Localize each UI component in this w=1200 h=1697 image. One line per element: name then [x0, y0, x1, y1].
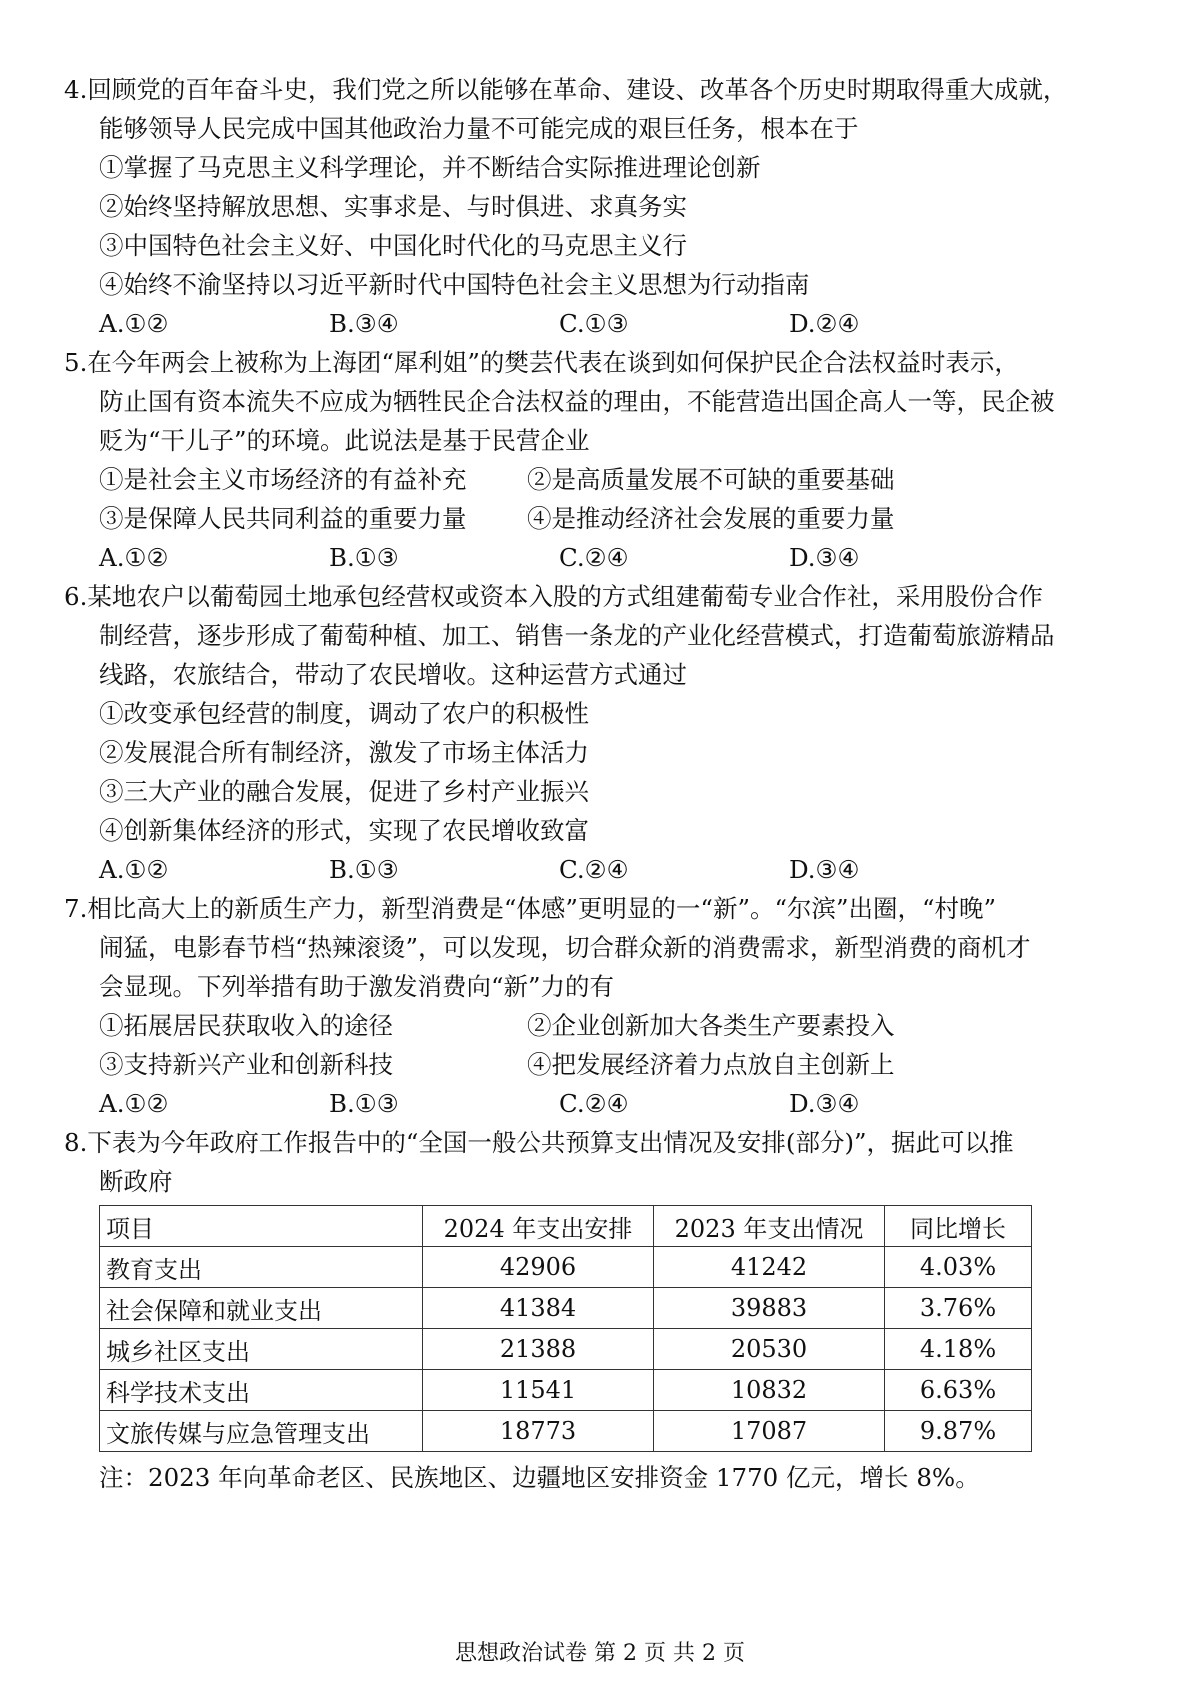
question-stem-line: 线路，农旅结合，带动了农民增收。这种运营方式通过	[99, 660, 687, 689]
table-row	[100, 1288, 1032, 1329]
option-statement: ③三大产业的融合发展，促进了乡村产业振兴	[99, 777, 589, 806]
answer-choices	[64, 304, 1144, 343]
table-cell: 6.63%	[885, 1370, 1032, 1411]
choice-b: B.①③	[329, 1089, 399, 1118]
choice-c: C.②④	[559, 855, 629, 884]
table-header-row	[100, 1206, 1032, 1247]
choice-a: A.①②	[99, 543, 169, 572]
option-row	[64, 460, 1144, 499]
table-cell: 21388	[423, 1329, 654, 1370]
option-statement: ②始终坚持解放思想、实事求是、与时俱进、求真务实	[99, 192, 687, 221]
table-cell: 39883	[654, 1288, 885, 1329]
table-cell: 社会保障和就业支出	[100, 1288, 423, 1329]
option-statement: ①是社会主义市场经济的有益补充	[99, 465, 467, 494]
question-stem-line: 能够领导人民完成中国其他政治力量不可能完成的艰巨任务，根本在于	[99, 114, 859, 143]
table-row	[100, 1411, 1032, 1452]
table-cell: 3.76%	[885, 1288, 1032, 1329]
table-cell: 11541	[423, 1370, 654, 1411]
choice-d: D.②④	[789, 309, 860, 338]
table-row	[100, 1370, 1032, 1411]
question-7	[64, 889, 1144, 1123]
option-statement: ④创新集体经济的形式，实现了农民增收致富	[99, 816, 589, 845]
table-cell: 17087	[654, 1411, 885, 1452]
option-statement: ②企业创新加大各类生产要素投入	[527, 1011, 895, 1040]
table-cell: 4.03%	[885, 1247, 1032, 1288]
table-cell: 20530	[654, 1329, 885, 1370]
question-stem-line: 8.下表为今年政府工作报告中的“全国一般公共预算支出情况及安排(部分)”，据此可以推	[64, 1128, 1014, 1157]
choice-b: B.③④	[329, 309, 399, 338]
question-stem-line: 4.回顾党的百年奋斗史，我们党之所以能够在革命、建设、改革各个历史时期取得重大成就，	[64, 75, 1068, 104]
option-statement: ①改变承包经营的制度，调动了农户的积极性	[99, 699, 589, 728]
question-stem-line: 断政府	[99, 1167, 173, 1196]
question-stem-line: 防止国有资本流失不应成为牺牲民企合法权益的理由，不能营造出国企高人一等，民企被	[99, 387, 1055, 416]
choice-a: A.①②	[99, 855, 169, 884]
question-stem-line: 7.相比高大上的新质生产力，新型消费是“体感”更明显的一“新”。“尔滨”出圈，“村晚”	[64, 894, 997, 923]
column-header-item: 项目	[100, 1206, 423, 1247]
option-statement: ③是保障人民共同利益的重要力量	[99, 504, 467, 533]
table-cell: 4.18%	[885, 1329, 1032, 1370]
option-row	[64, 1006, 1144, 1045]
question-stem-line: 闹猛，电影春节档“热辣滚烫”，可以发现，切合群众新的消费需求，新型消费的商机才	[99, 933, 1031, 962]
option-statement: ③中国特色社会主义好、中国化时代化的马克思主义行	[99, 231, 687, 260]
choice-b: B.①③	[329, 543, 399, 572]
table-cell: 科学技术支出	[100, 1370, 423, 1411]
choice-c: C.①③	[559, 309, 629, 338]
question-4	[64, 70, 1144, 343]
table-cell: 42906	[423, 1247, 654, 1288]
table-cell: 教育支出	[100, 1247, 423, 1288]
choice-b: B.①③	[329, 855, 399, 884]
answer-choices	[64, 1084, 1144, 1123]
column-header-2023: 2023 年支出情况	[654, 1206, 885, 1247]
option-row	[64, 499, 1144, 538]
choice-c: C.②④	[559, 1089, 629, 1118]
answer-choices	[64, 850, 1144, 889]
question-stem-line: 6.某地农户以葡萄园土地承包经营权或资本入股的方式组建葡萄专业合作社，采用股份合作	[64, 582, 1043, 611]
choice-a: A.①②	[99, 1089, 169, 1118]
choice-c: C.②④	[559, 543, 629, 572]
budget-table	[99, 1205, 1032, 1452]
table-cell: 41242	[654, 1247, 885, 1288]
question-8	[64, 1123, 1144, 1497]
option-statement: ②是高质量发展不可缺的重要基础	[527, 465, 895, 494]
option-statement: ③支持新兴产业和创新科技	[99, 1050, 393, 1079]
question-stem-line: 贬为“干儿子”的环境。此说法是基于民营企业	[99, 426, 590, 455]
table-cell: 10832	[654, 1370, 885, 1411]
exam-page	[64, 70, 1144, 1497]
option-statement: ①拓展居民获取收入的途径	[99, 1011, 393, 1040]
question-6	[64, 577, 1144, 889]
table-row	[100, 1329, 1032, 1370]
question-5	[64, 343, 1144, 577]
table-cell: 41384	[423, 1288, 654, 1329]
choice-a: A.①②	[99, 309, 169, 338]
question-stem-line: 5.在今年两会上被称为上海团“犀利姐”的樊芸代表在谈到如何保护民企合法权益时表示，	[64, 348, 1019, 377]
option-statement: ④把发展经济着力点放自主创新上	[527, 1050, 895, 1079]
choice-d: D.③④	[789, 1089, 860, 1118]
question-stem-line: 会显现。下列举措有助于激发消费向“新”力的有	[99, 972, 615, 1001]
table-cell: 城乡社区支出	[100, 1329, 423, 1370]
page-footer: 思想政治试卷 第 2 页 共 2 页	[455, 1641, 745, 1666]
table-cell: 文旅传媒与应急管理支出	[100, 1411, 423, 1452]
option-statement: ②发展混合所有制经济，激发了市场主体活力	[99, 738, 589, 767]
answer-choices	[64, 538, 1144, 577]
option-row	[64, 1045, 1144, 1084]
option-statement: ④是推动经济社会发展的重要力量	[527, 504, 895, 533]
table-cell: 18773	[423, 1411, 654, 1452]
table-row	[100, 1247, 1032, 1288]
choice-d: D.③④	[789, 543, 860, 572]
option-statement: ④始终不渝坚持以习近平新时代中国特色社会主义思想为行动指南	[99, 270, 810, 299]
table-note: 注：2023 年向革命老区、民族地区、边疆地区安排资金 1770 亿元，增长 8%。	[99, 1463, 980, 1492]
column-header-growth: 同比增长	[885, 1206, 1032, 1247]
question-stem-line: 制经营，逐步形成了葡萄种植、加工、销售一条龙的产业化经营模式，打造葡萄旅游精品	[99, 621, 1055, 650]
table-cell: 9.87%	[885, 1411, 1032, 1452]
choice-d: D.③④	[789, 855, 860, 884]
column-header-2024: 2024 年支出安排	[423, 1206, 654, 1247]
option-statement: ①掌握了马克思主义科学理论，并不断结合实际推进理论创新	[99, 153, 761, 182]
